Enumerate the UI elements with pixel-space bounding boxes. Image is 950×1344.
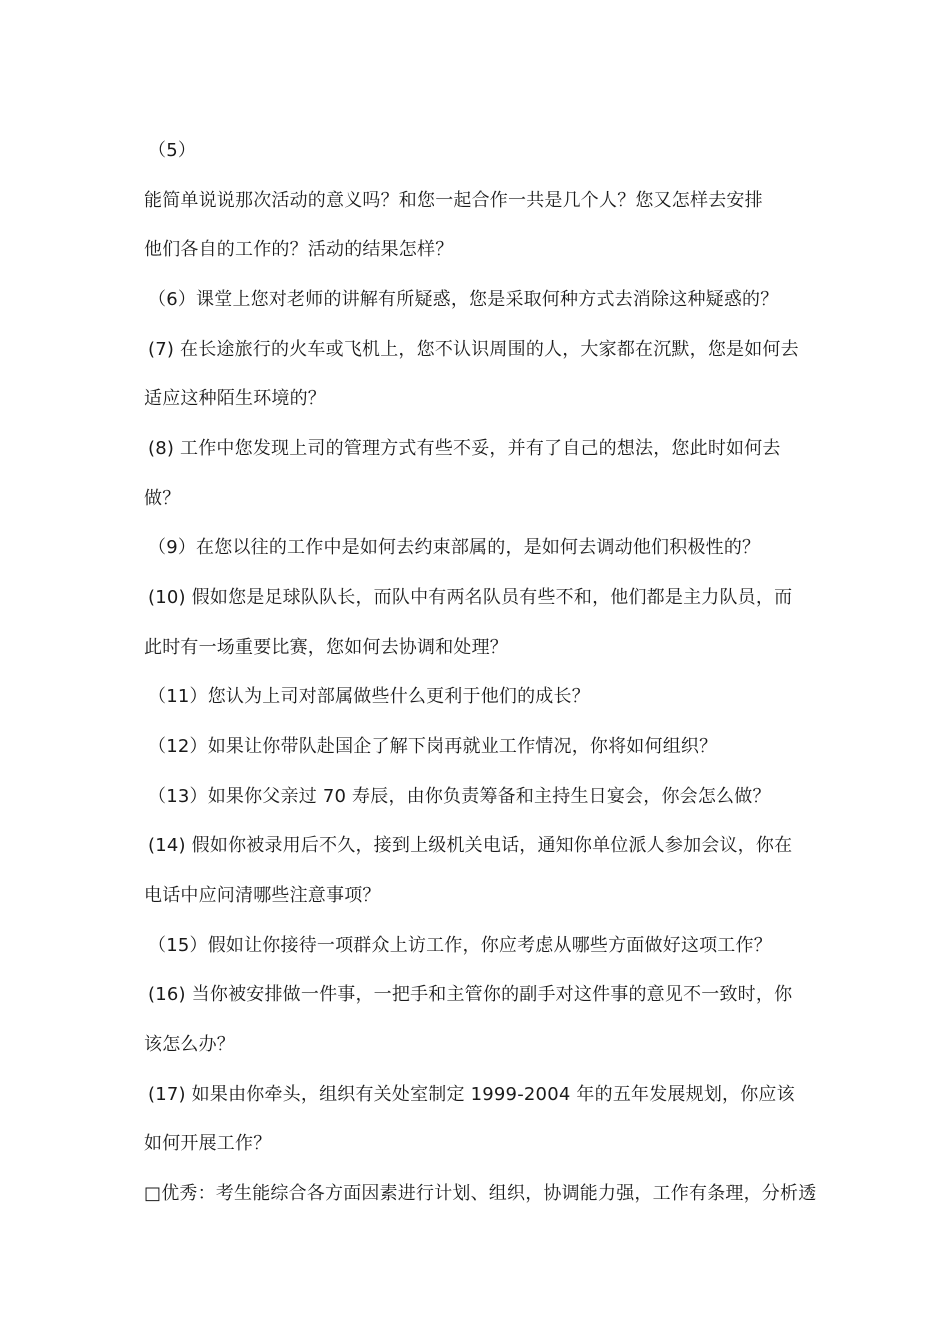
question-16-line-1: (16) 当你被安排做一件事，一把手和主管你的副手对这件事的意见不一致时，你 (148, 984, 793, 1005)
question-8-line-1: (8) 工作中您发现上司的管理方式有些不妥，并有了自己的想法，您此时如何去 (148, 438, 781, 459)
question-6: （6）课堂上您对老师的讲解有所疑惑，您是采取何种方式去消除这种疑惑的？ (148, 289, 779, 310)
question-11: （11）您认为上司对部属做些什么更利于他们的成长？ (148, 686, 590, 707)
question-5-number: （5） (148, 140, 197, 161)
question-9: （9）在您以往的工作中是如何去约束部属的，是如何去调动他们积极性的？ (148, 537, 761, 558)
question-7-line-2: 适应这种陌生环境的？ (144, 388, 326, 409)
question-15: （15）假如让你接待一项群众上访工作，你应考虑从哪些方面做好这项工作？ (148, 935, 772, 956)
question-12: （12）如果让你带队赴国企了解下岗再就业工作情况，你将如何组织？ (148, 736, 718, 757)
question-7-line-1: (7) 在长途旅行的火车或飞机上，您不认识周围的人，大家都在沉默，您是如何去 (148, 339, 799, 360)
question-5-line-2: 他们各自的工作的？活动的结果怎样？ (144, 239, 454, 260)
question-14-line-2: 电话中应问清哪些注意事项？ (144, 885, 381, 906)
question-10-line-2: 此时有一场重要比赛，您如何去协调和处理？ (144, 637, 508, 658)
question-17-line-1: (17) 如果由你牵头，组织有关处室制定 1999-2004 年的五年发展规划，你应该 (148, 1084, 795, 1105)
question-13: （13）如果你父亲过 70 寿辰，由你负责筹备和主持生日宴会，你会怎么做？ (148, 786, 771, 807)
question-8-line-2: 做？ (144, 488, 181, 509)
rating-excellent-line: □优秀：考生能综合各方面因素进行计划、组织，协调能力强，工作有条理，分析透 (144, 1183, 817, 1204)
question-17-line-2: 如何开展工作？ (144, 1133, 272, 1154)
question-5-line-1: 能简单说说那次活动的意义吗？和您一起合作一共是几个人？您又怎样去安排 (144, 190, 763, 211)
question-10-line-1: (10) 假如您是足球队队长，而队中有两名队员有些不和，他们都是主力队员，而 (148, 587, 793, 608)
question-14-line-1: (14) 假如你被录用后不久，接到上级机关电话，通知你单位派人参加会议，你在 (148, 835, 793, 856)
question-16-line-2: 该怎么办？ (144, 1034, 235, 1055)
